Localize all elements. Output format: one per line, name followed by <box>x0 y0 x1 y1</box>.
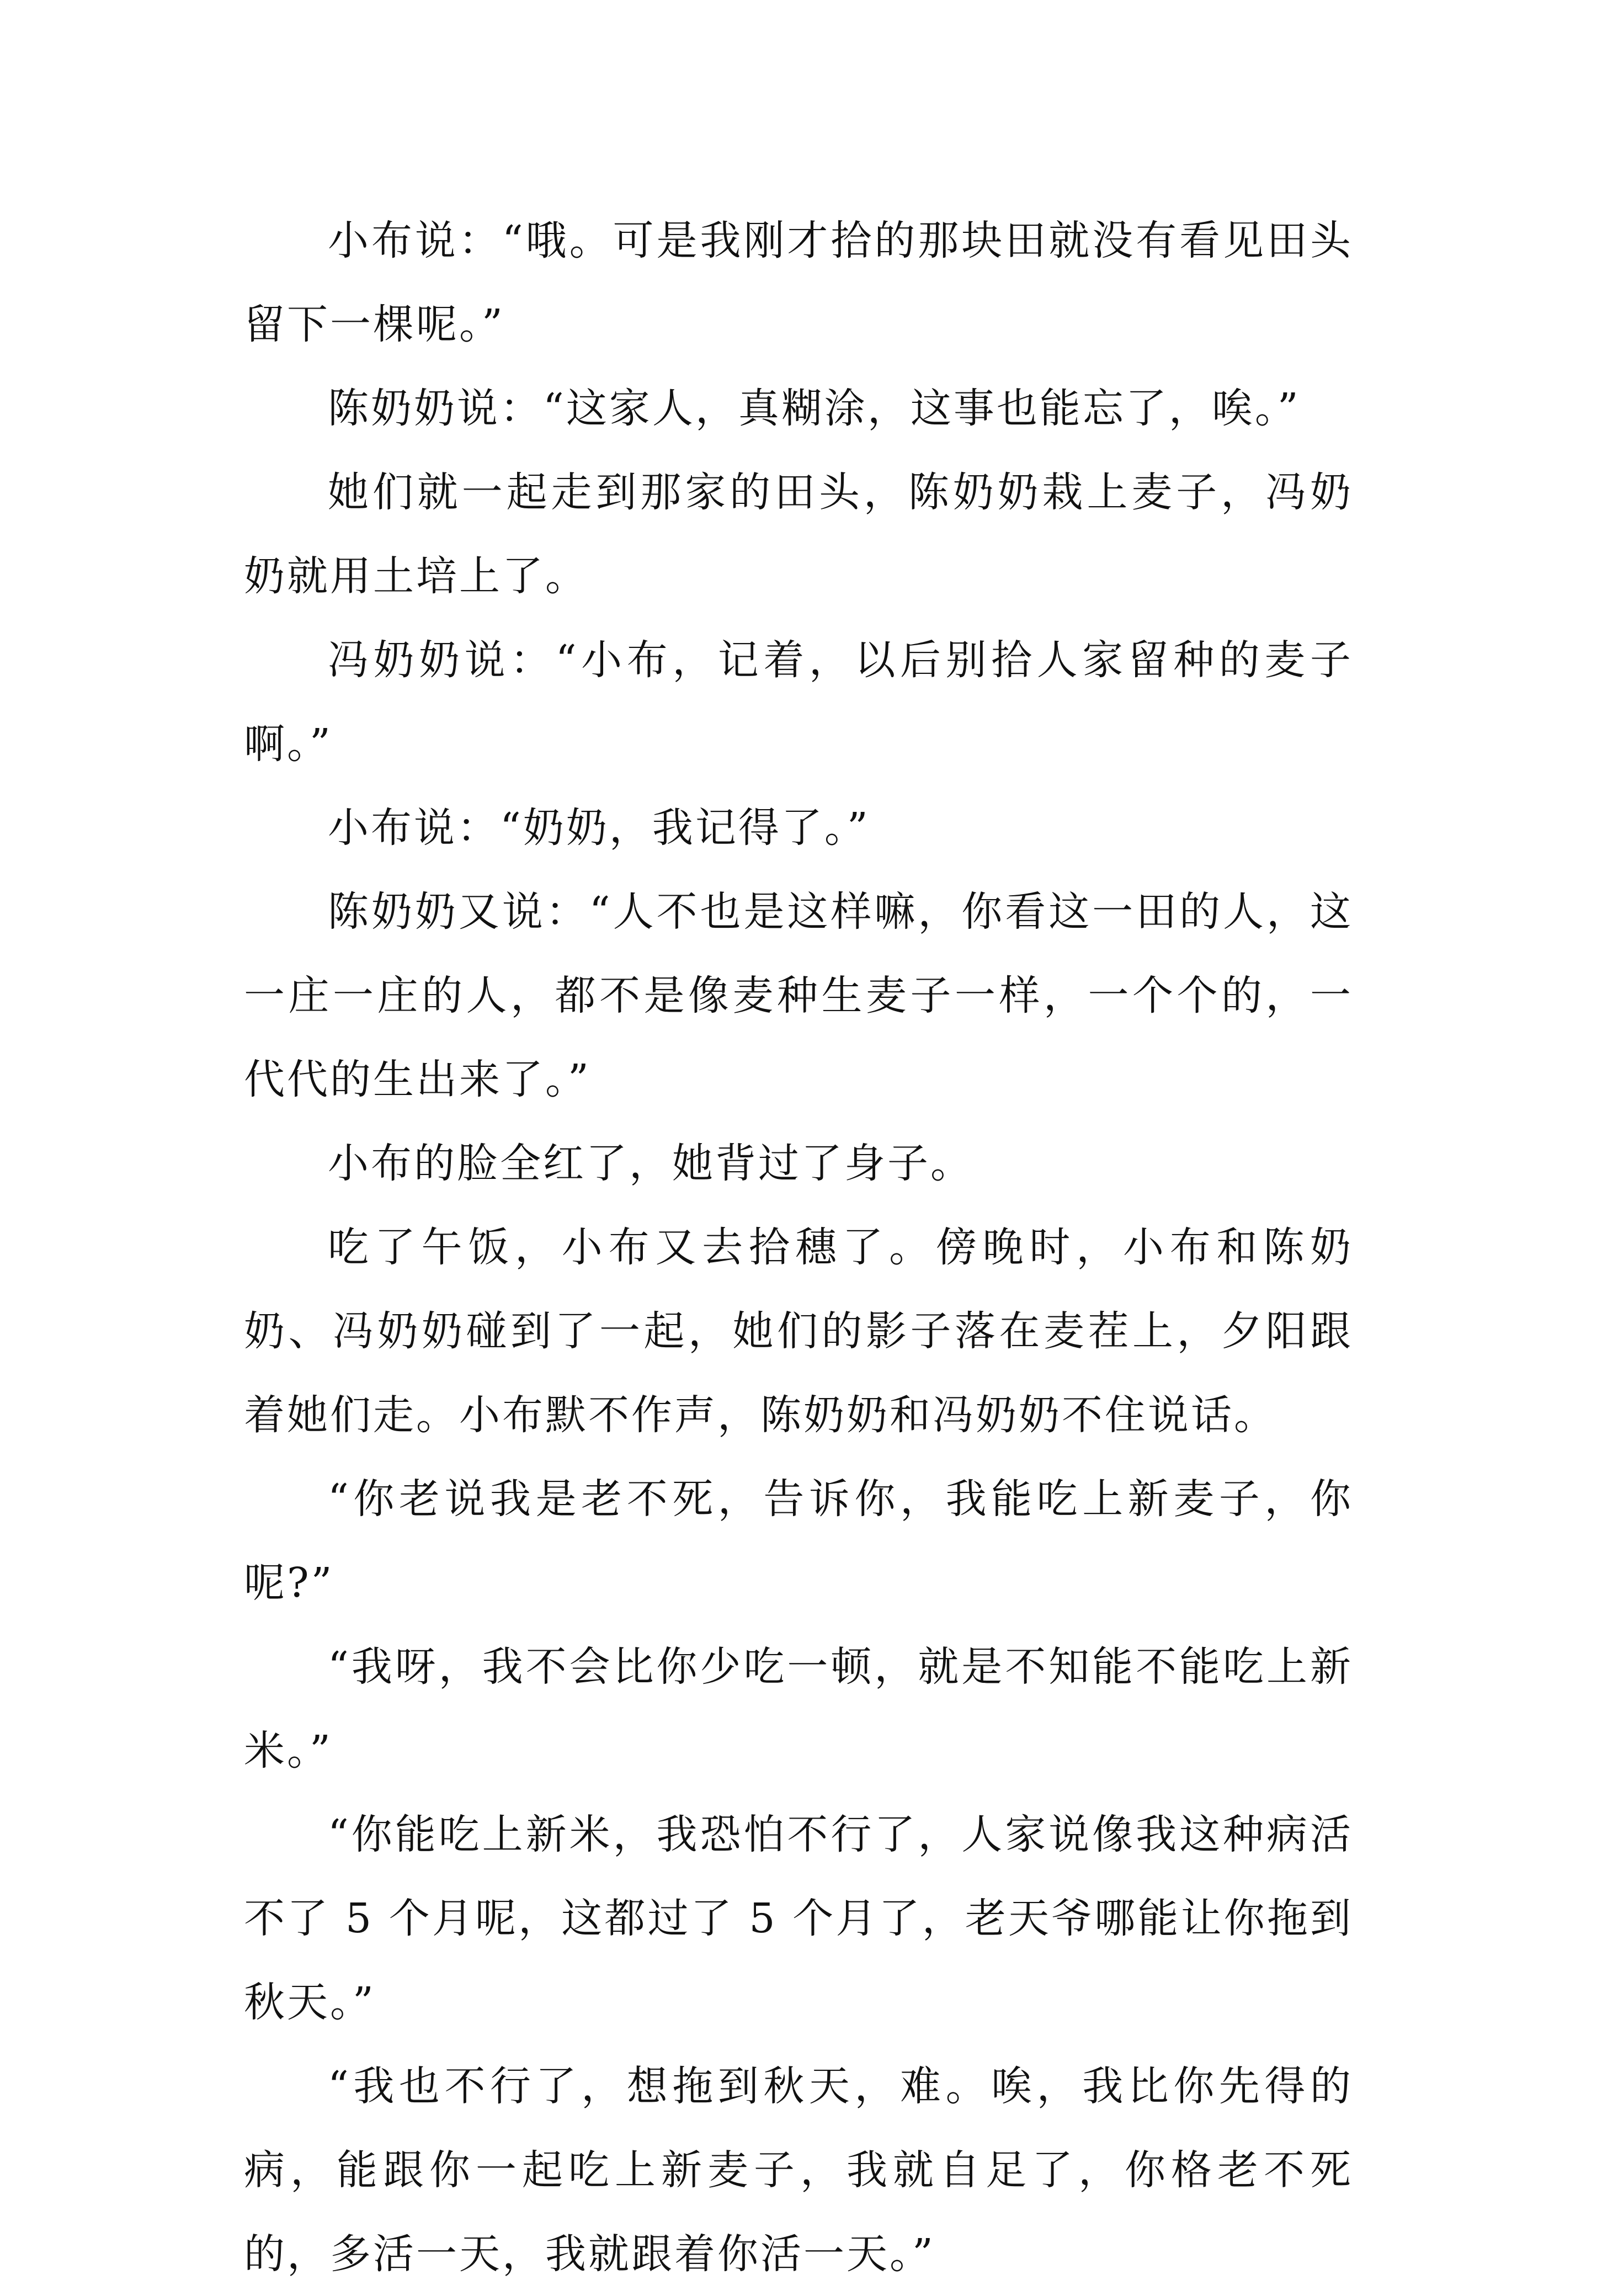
paragraph-1: 小布说：“哦。可是我刚才拾的那块田就没有看见田头留下一棵呢。” <box>244 217 1353 348</box>
paragraph-2: 陈奶奶说：“这家人，真糊涂，这事也能忘了，唉。” <box>328 385 1301 432</box>
paragraph-11: “你能吃上新米，我恐怕不行了，人家说像我这种病活不了 5 个月呢，这都过了 5 个月了，老天爷哪能让你拖到秋天。” <box>244 1811 1353 2026</box>
paragraph-4: 冯奶奶说：“小布，记着，以后别拾人家留种的麦子啊。” <box>244 636 1353 768</box>
paragraph-3: 她们就一起走到那家的田头，陈奶奶栽上麦子，冯奶奶就用土培上了。 <box>244 469 1353 600</box>
paragraph-8: 吃了午饭，小布又去拾穗了。傍晚时，小布和陈奶奶、冯奶奶碰到了一起，她们的影子落在麦茬上，夕阳跟着她们走。小布默不作声，陈奶奶和冯奶奶不住说话。 <box>244 1224 1353 1439</box>
paragraph-5: 小布说：“奶奶，我记得了。” <box>328 804 870 852</box>
paragraph-7: 小布的脸全红了，她背过了身子。 <box>328 1140 973 1187</box>
paragraph-6: 陈奶奶又说：“人不也是这样嘛，你看这一田的人，这一庄一庄的人，都不是像麦种生麦子一样，一个个的，一代代的生出来了。” <box>244 888 1353 1103</box>
paragraph-10: “我呀，我不会比你少吃一顿，就是不知能不能吃上新米。” <box>244 1643 1353 1774</box>
paragraph-9: “你老说我是老不死，告诉你，我能吃上新麦子，你呢?” <box>244 1475 1353 1607</box>
paragraph-12: “我也不行了，想拖到秋天，难。唉，我比你先得的病，能跟你一起吃上新麦子，我就自足了，你格老不死的，多活一天，我就跟着你活一天。” <box>244 2063 1353 2278</box>
body-text <box>244 199 1353 2296</box>
